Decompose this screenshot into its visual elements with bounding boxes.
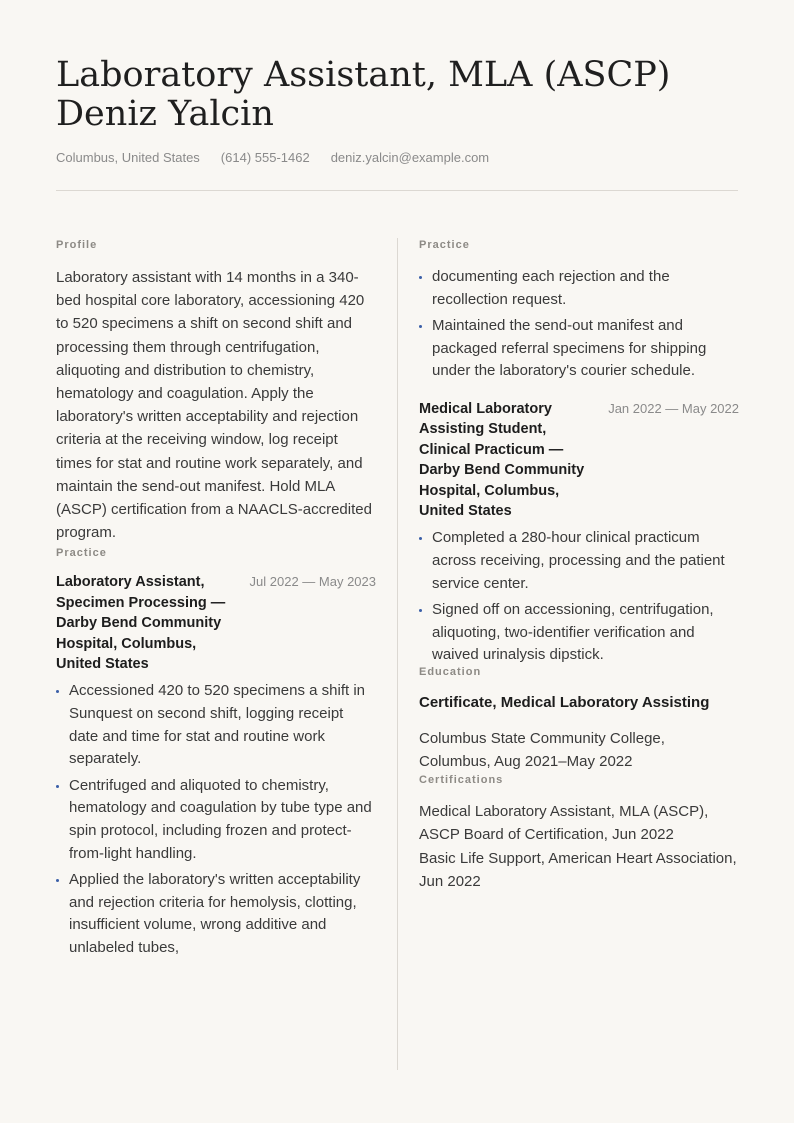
section-label-practice: Practice bbox=[56, 547, 107, 560]
bullet-text: Centrifuged and aliquoted to chemistry, hematology and coagulation by tube type and spin protocol, including frozen and protect-from-light handling. bbox=[69, 776, 372, 862]
bullet-dot-icon bbox=[419, 609, 422, 612]
title-line-1: Laboratory Assistant, MLA (ASCP) bbox=[56, 55, 671, 95]
continued-bullets bbox=[419, 266, 739, 383]
profile-section bbox=[56, 238, 376, 544]
bullet-text: Accessioned 420 to 520 specimens a shift in Sunquest on second shift, logging receipt date and time for stat and routine work separately. bbox=[69, 682, 366, 768]
list-item bbox=[419, 315, 739, 383]
list-item bbox=[56, 869, 376, 959]
list-item bbox=[56, 680, 376, 770]
job-date: Jul 2022 — May 2023 bbox=[249, 574, 376, 590]
section-label-practice: Practice bbox=[419, 239, 470, 251]
column-divider bbox=[397, 238, 398, 1070]
profile-text: Laboratory assistant with 14 months in a 340-bed hospital core laboratory, accessioning 420 to 520 specimens a shift on second shift and processing them through centrifugation, aliquoting and distribution to chemistry, hematology and coagulation. Apply the laboratory's written acceptability and rejection criteria at the receiving window, log receipt times for stat and routine work separately, and maintain the send-out manifest. Hold MLA (ASCP) certification from a NAACLS-accredited program. bbox=[56, 269, 372, 542]
job-bullets bbox=[419, 527, 739, 667]
bullet-dot-icon bbox=[419, 537, 422, 540]
job-title: Medical Laboratory Assisting Student, Clinical Practicum — Darby Bend Community Hospital, Columbus, United States bbox=[419, 400, 585, 519]
practice-section-right bbox=[419, 238, 739, 667]
job-date: Jan 2022 — May 2022 bbox=[608, 400, 739, 416]
location-text: Columbus, United States bbox=[56, 150, 200, 165]
left-column bbox=[56, 238, 376, 964]
list-item bbox=[419, 599, 739, 667]
job-bullets bbox=[56, 680, 376, 959]
page-title bbox=[56, 56, 746, 134]
section-label-education: Education bbox=[419, 665, 482, 678]
contact-line bbox=[56, 150, 489, 165]
education-degree: Certificate, Medical Laboratory Assisting bbox=[419, 693, 710, 711]
bullet-text: Maintained the send-out manifest and packaged referral specimens for shipping under the laboratory's courier schedule. bbox=[432, 317, 707, 380]
list-item bbox=[419, 266, 739, 311]
bullet-dot-icon bbox=[56, 785, 59, 788]
certifications-section bbox=[419, 773, 739, 893]
bullet-text: documenting each rejection and the recollection request. bbox=[432, 268, 670, 308]
job-header bbox=[419, 399, 739, 521]
practice-section-left bbox=[56, 546, 376, 959]
certification-item: Basic Life Support, American Heart Association, Jun 2022 bbox=[419, 850, 737, 890]
header-divider bbox=[56, 190, 738, 191]
bullet-text: Completed a 280-hour clinical practicum across receiving, processing and the patient service center. bbox=[432, 529, 725, 592]
bullet-text: Applied the laboratory's written acceptability and rejection criteria for hemolysis, clotting, insufficient volume, wrong additive and unlabeled tubes, bbox=[69, 871, 361, 956]
certification-item: Medical Laboratory Assistant, MLA (ASCP), ASCP Board of Certification, Jun 2022 bbox=[419, 802, 709, 843]
candidate-name: Deniz Yalcin bbox=[56, 94, 274, 134]
right-column bbox=[419, 238, 739, 893]
education-school: Columbus State Community College, Columbus, Aug 2021–May 2022 bbox=[419, 729, 665, 770]
bullet-dot-icon bbox=[56, 879, 59, 882]
bullet-text: Signed off on accessioning, centrifugation, aliquoting, two-identifier verification and waived urinalysis dipstick. bbox=[432, 601, 714, 664]
section-label-profile: Profile bbox=[56, 239, 98, 251]
job-header bbox=[56, 572, 376, 674]
list-item bbox=[56, 775, 376, 865]
email-link[interactable]: deniz.yalcin@example.com bbox=[330, 150, 490, 165]
phone-text[interactable]: (614) 555-1462 bbox=[220, 150, 310, 165]
job-title: Laboratory Assistant, Specimen Processing — Darby Bend Community Hospital, Columbus, United States bbox=[56, 574, 226, 673]
bullet-dot-icon bbox=[419, 325, 422, 328]
list-item bbox=[419, 527, 739, 595]
bullet-dot-icon bbox=[56, 690, 59, 693]
section-label-certifications: Certifications bbox=[419, 773, 504, 786]
education-section bbox=[419, 665, 739, 773]
bullet-dot-icon bbox=[419, 276, 422, 279]
